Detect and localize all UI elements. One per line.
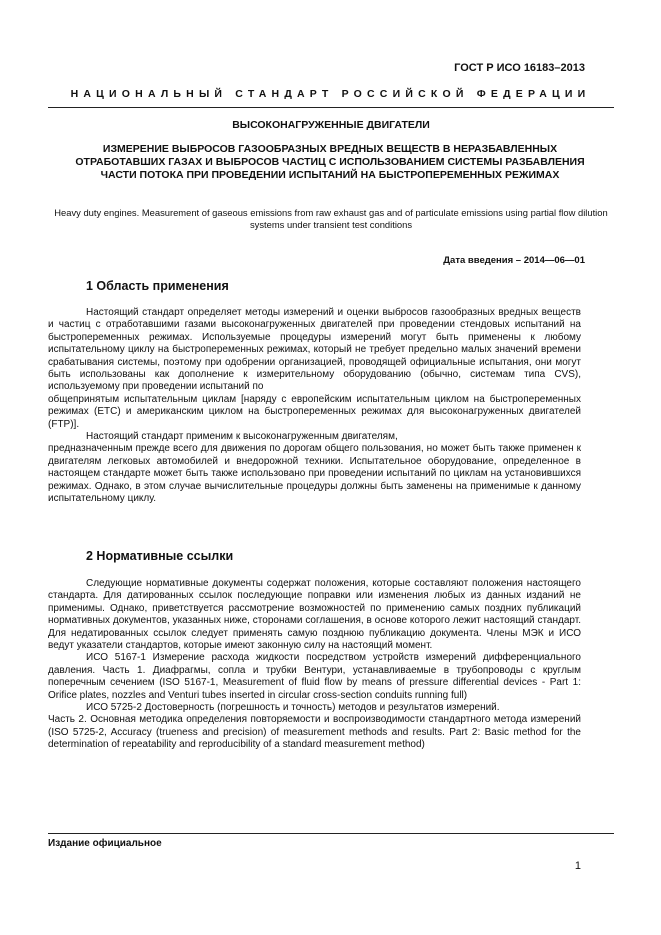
document-code: ГОСТ Р ИСО 16183–2013 xyxy=(454,62,585,74)
introduction-date: Дата введения – 2014—06—01 xyxy=(443,255,585,266)
section-1-paragraph: Настоящий стандарт определяет методы измерений и оценки выбросов газообразных вредных веществ и частиц с отработавшими газами высоконагруженных двигателей при проведении стендовых испытаний на быстропеременных режимах. Используемые процедуры измерений могут быть применены к любому испытательному циклу на быстропеременных режимах, который не требует предельно малых значений времени срабатывания системы, поэтому при одобрении организацией, проводящей официальные испытания, они могут быть использованы как дополнение к измерительному оборудованию (обычно, системам типа CVS), используемому при проведении испытаний по xyxy=(48,307,581,393)
national-standard-banner: НАЦИОНАЛЬНЫЙ СТАНДАРТ РОССИЙСКОЙ ФЕДЕРАЦИИ xyxy=(70,88,591,100)
section-1-body xyxy=(48,307,581,506)
official-edition-label: Издание официальное xyxy=(48,838,162,849)
footer-divider xyxy=(48,833,614,834)
section-2-paragraph: Следующие нормативные документы содержат положения, которые составляют положения настоящего стандарта. Для датированных ссылок последующие поправки или изменения любых из данных изданий не применимы. Однако, приветствуется рассмотрение возможностей по применению самых поздних публикаций нормативных документов, указанных ниже, сторонами соглашения, в основе которого лежит настоящий стандарт. Для недатированных ссылок следует применять самую позднюю публикацию документа. Члены МЭК и ИСО ведут указатели стандартов, которые имеют законную силу на настоящий момент. xyxy=(48,578,581,652)
section-2-body xyxy=(48,578,581,752)
section-1-paragraph: предназначенным прежде всего для движения по дорогам общего пользования, но может быть также применен к двигателям легковых автомобилей и внедорожной техники. Испытательное оборудование, определенное в настоящем стандарте может быть также использовано при проведении испытаний по циклам на установившихся режимах. Однако, в этом случае вычислительные процедуры должны быть заменены на применимые к данному испытательному циклу. xyxy=(48,443,581,505)
section-2-title: 2 Нормативные ссылки xyxy=(86,549,234,563)
reference-iso-5167-1: ИСО 5167-1 Измерение расхода жидкости посредством устройств измерений дифференциального давления. Часть 1. Диафрагмы, сопла и трубки Вентури, устанавливаемые в трубопроводы с круглым поперечным сечением (ISO 5167-1, Measurement of fluid flow by means of pressure differential devices - Part 1: Orifice plates, nozzles and Venturi tubes inserted in circular cross-section conduits running full) xyxy=(48,652,581,701)
reference-iso-5725-2: ИСО 5725-2 Достоверность (погрешность и точность) методов и результатов измерений. xyxy=(86,702,500,714)
standard-heading: ВЫСОКОНАГРУЖЕННЫЕ ДВИГАТЕЛИ xyxy=(232,119,430,131)
section-1-paragraph: общепринятым испытательным циклам [наряду с европейским испытательным циклом на быстропеременных режимах (ETC) и американским циклом на быстропеременных режимах для высоконагруженных двигателей (FTP)]. xyxy=(48,393,581,430)
standard-title-en: Heavy duty engines. Measurement of gaseous emissions from raw exhaust gas and of particulate emissions using partial flow dilution systems under transient test conditions xyxy=(54,207,608,230)
section-1-paragraph: Настоящий стандарт применим к высоконагруженным двигателям, xyxy=(86,431,398,443)
header-divider xyxy=(48,107,614,108)
section-1-title: 1 Область применения xyxy=(86,279,229,293)
page-number: 1 xyxy=(574,860,581,872)
reference-iso-5725-2-cont: Часть 2. Основная методика определения повторяемости и воспроизводимости стандартного метода измерений (ISO 5725-2, Accuracy (trueness and precision) of measurement methods and results. Part 2: Basic method for the determination of repeatability and reproducibility of a standard measurement method) xyxy=(48,714,581,751)
standard-title-ru: ИЗМЕРЕНИЕ ВЫБРОСОВ ГАЗООБРАЗНЫХ ВРЕДНЫХ ВЕЩЕСТВ В НЕРАЗБАВЛЕННЫХ ОТРАБОТАВШИХ ГАЗАХ И ВЫБРОСОВ ЧАСТИЦ С ИСПОЛЬЗОВАНИЕМ СИСТЕМЫ РАЗБАВЛЕНИЯ ЧАСТИ ПОТОКА ПРИ ПРОВЕДЕНИИ ИСПЫТАНИЙ НА БЫСТРОПЕРЕМЕННЫХ РЕЖИМАХ xyxy=(75,143,585,181)
